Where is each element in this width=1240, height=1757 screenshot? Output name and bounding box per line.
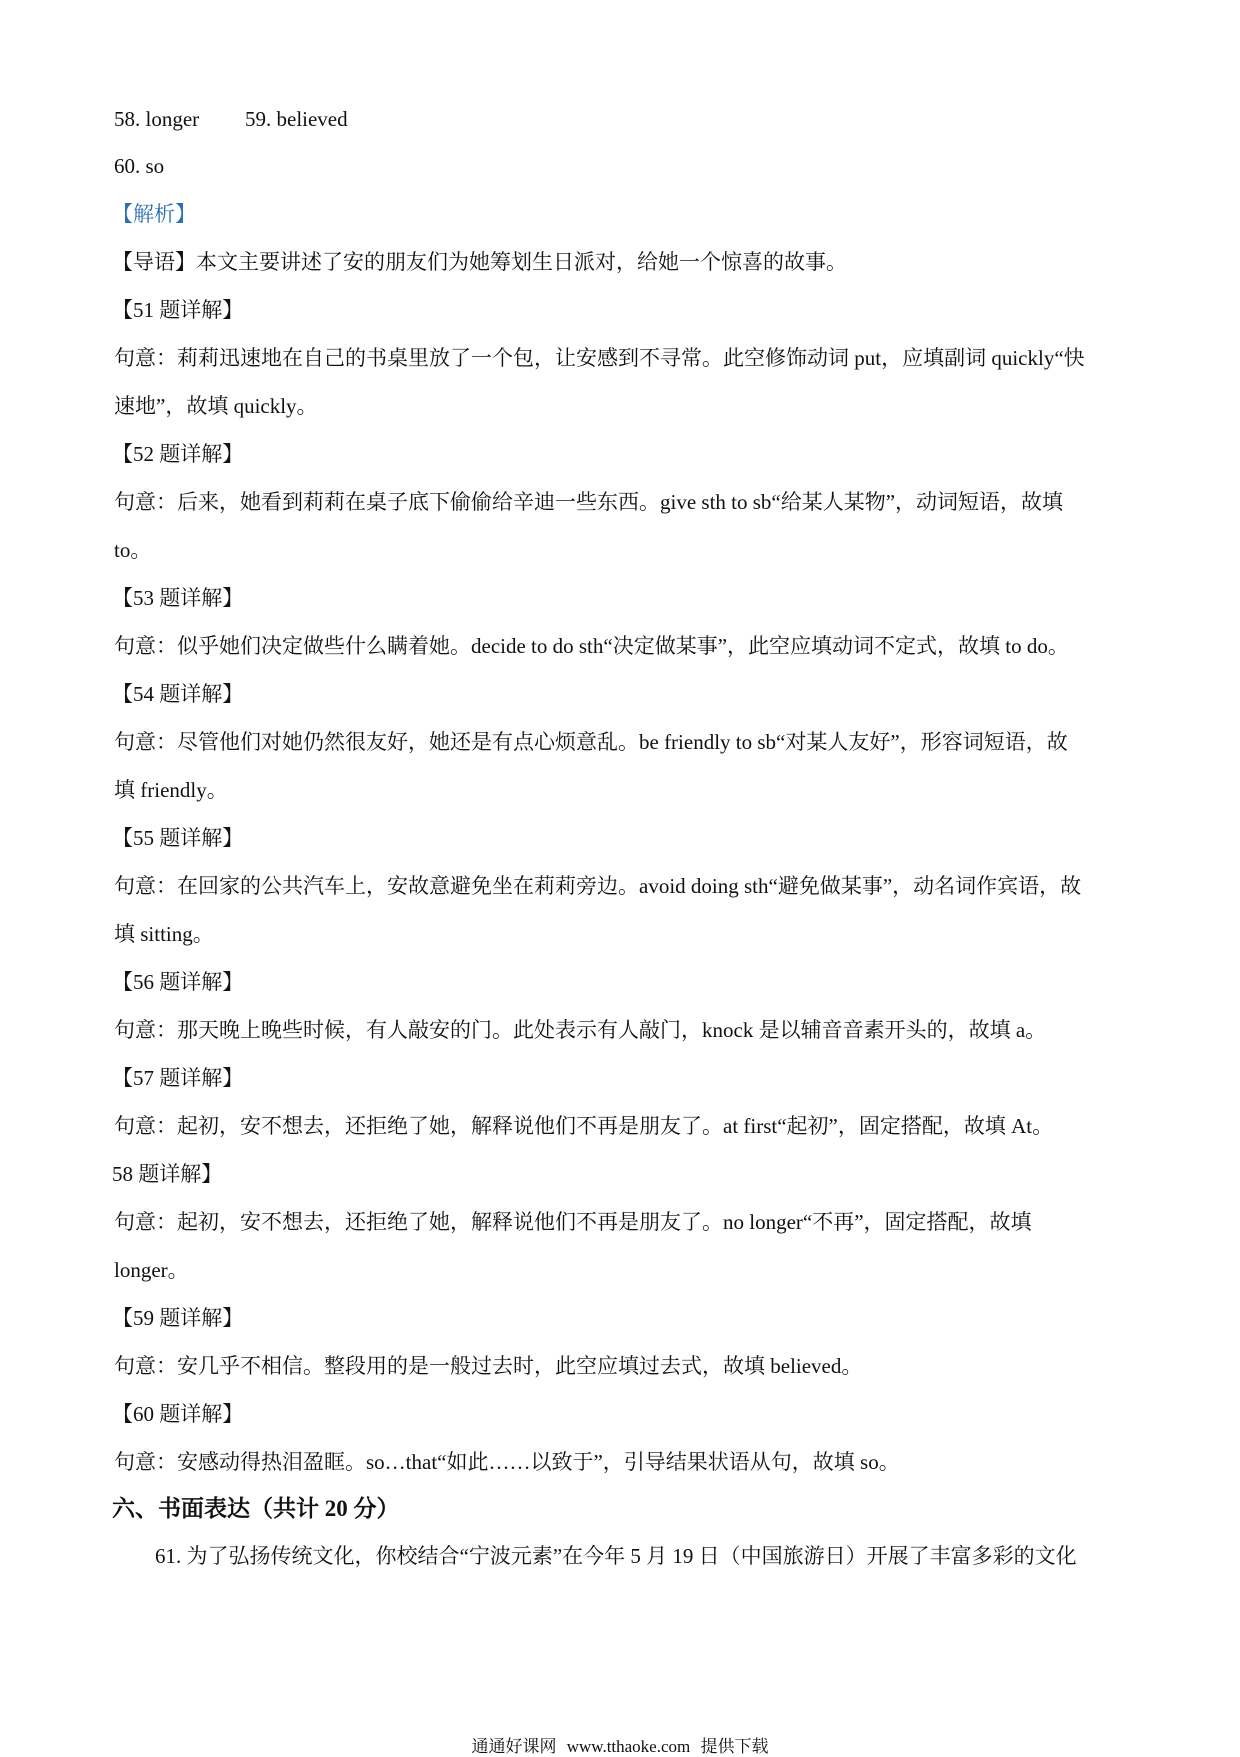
item-heading: 【51 题详解】 bbox=[112, 298, 244, 322]
item-heading: 【55 题详解】 bbox=[112, 826, 244, 850]
footer-tail: 提供下载 bbox=[700, 1737, 769, 1756]
item-text: 句意：尽管他们对她仍然很友好，她还是有点心烦意乱。be friendly to sb“对某人友好”，形容词短语，故 bbox=[114, 730, 1068, 754]
answer-58: 58. longer bbox=[114, 107, 200, 131]
item-text: 句意：起初，安不想去，还拒绝了她，解释说他们不再是朋友了。at first“起初”，固定搭配，故填 At。 bbox=[114, 1114, 1054, 1138]
item-text: 句意：那天晚上晚些时候，有人敲安的门。此处表示有人敲门，knock 是以辅音音素开头的，故填 a。 bbox=[114, 1018, 1047, 1042]
item-text: 填 friendly。 bbox=[114, 778, 228, 802]
intro-paragraph: 【导语】本文主要讲述了安的朋友们为她筹划生日派对，给她一个惊喜的故事。 bbox=[112, 250, 847, 274]
item-heading: 【53 题详解】 bbox=[112, 586, 244, 610]
item-text: 句意：安感动得热泪盈眶。so…that“如此……以致于”，引导结果状语从句，故填 so。 bbox=[114, 1450, 900, 1474]
item-heading: 58 题详解】 bbox=[112, 1162, 223, 1186]
page-footer bbox=[0, 1732, 1240, 1757]
question-61: 61. 为了弘扬传统文化，你校结合“宁波元素”在今年 5 月 19 日（中国旅游日）开展了丰富多彩的文化 bbox=[155, 1544, 1077, 1568]
item-text: 填 sitting。 bbox=[114, 922, 214, 946]
item-heading: 【52 题详解】 bbox=[112, 442, 244, 466]
analysis-label: 【解析】 bbox=[112, 202, 196, 226]
item-heading: 【56 题详解】 bbox=[112, 970, 244, 994]
item-heading: 【54 题详解】 bbox=[112, 682, 244, 706]
answer-59: 59. believed bbox=[245, 107, 348, 131]
item-text: 句意：后来，她看到莉莉在桌子底下偷偷给辛迪一些东西。give sth to sb“给某人某物”，动词短语，故填 bbox=[114, 490, 1064, 514]
item-text: 句意：似乎她们决定做些什么瞒着她。decide to do sth“决定做某事”，此空应填动词不定式，故填 to do。 bbox=[114, 634, 1069, 658]
item-text: 句意：莉莉迅速地在自己的书桌里放了一个包，让安感到不寻常。此空修饰动词 put，应填副词 quickly“快 bbox=[114, 346, 1085, 370]
item-text: longer。 bbox=[114, 1258, 189, 1282]
item-heading: 【60 题详解】 bbox=[112, 1402, 244, 1426]
item-text: 速地”，故填 quickly。 bbox=[114, 394, 318, 418]
footer-site-name: 通通好课网 bbox=[471, 1737, 557, 1756]
item-text: 句意：在回家的公共汽车上，安故意避免坐在莉莉旁边。avoid doing sth“避免做某事”，动名词作宾语，故 bbox=[114, 874, 1082, 898]
item-heading: 【57 题详解】 bbox=[112, 1066, 244, 1090]
section-title: 六、书面表达（共计 20 分） bbox=[112, 1496, 400, 1521]
answer-60: 60. so bbox=[114, 154, 165, 178]
item-text: 句意：起初，安不想去，还拒绝了她，解释说他们不再是朋友了。no longer“不再”，固定搭配，故填 bbox=[114, 1210, 1032, 1234]
item-heading: 【59 题详解】 bbox=[112, 1306, 244, 1330]
item-text: to。 bbox=[114, 538, 152, 562]
footer-url[interactable]: www.tthaoke.com bbox=[566, 1737, 691, 1756]
item-text: 句意：安几乎不相信。整段用的是一般过去时，此空应填过去式，故填 believed。 bbox=[114, 1354, 863, 1378]
